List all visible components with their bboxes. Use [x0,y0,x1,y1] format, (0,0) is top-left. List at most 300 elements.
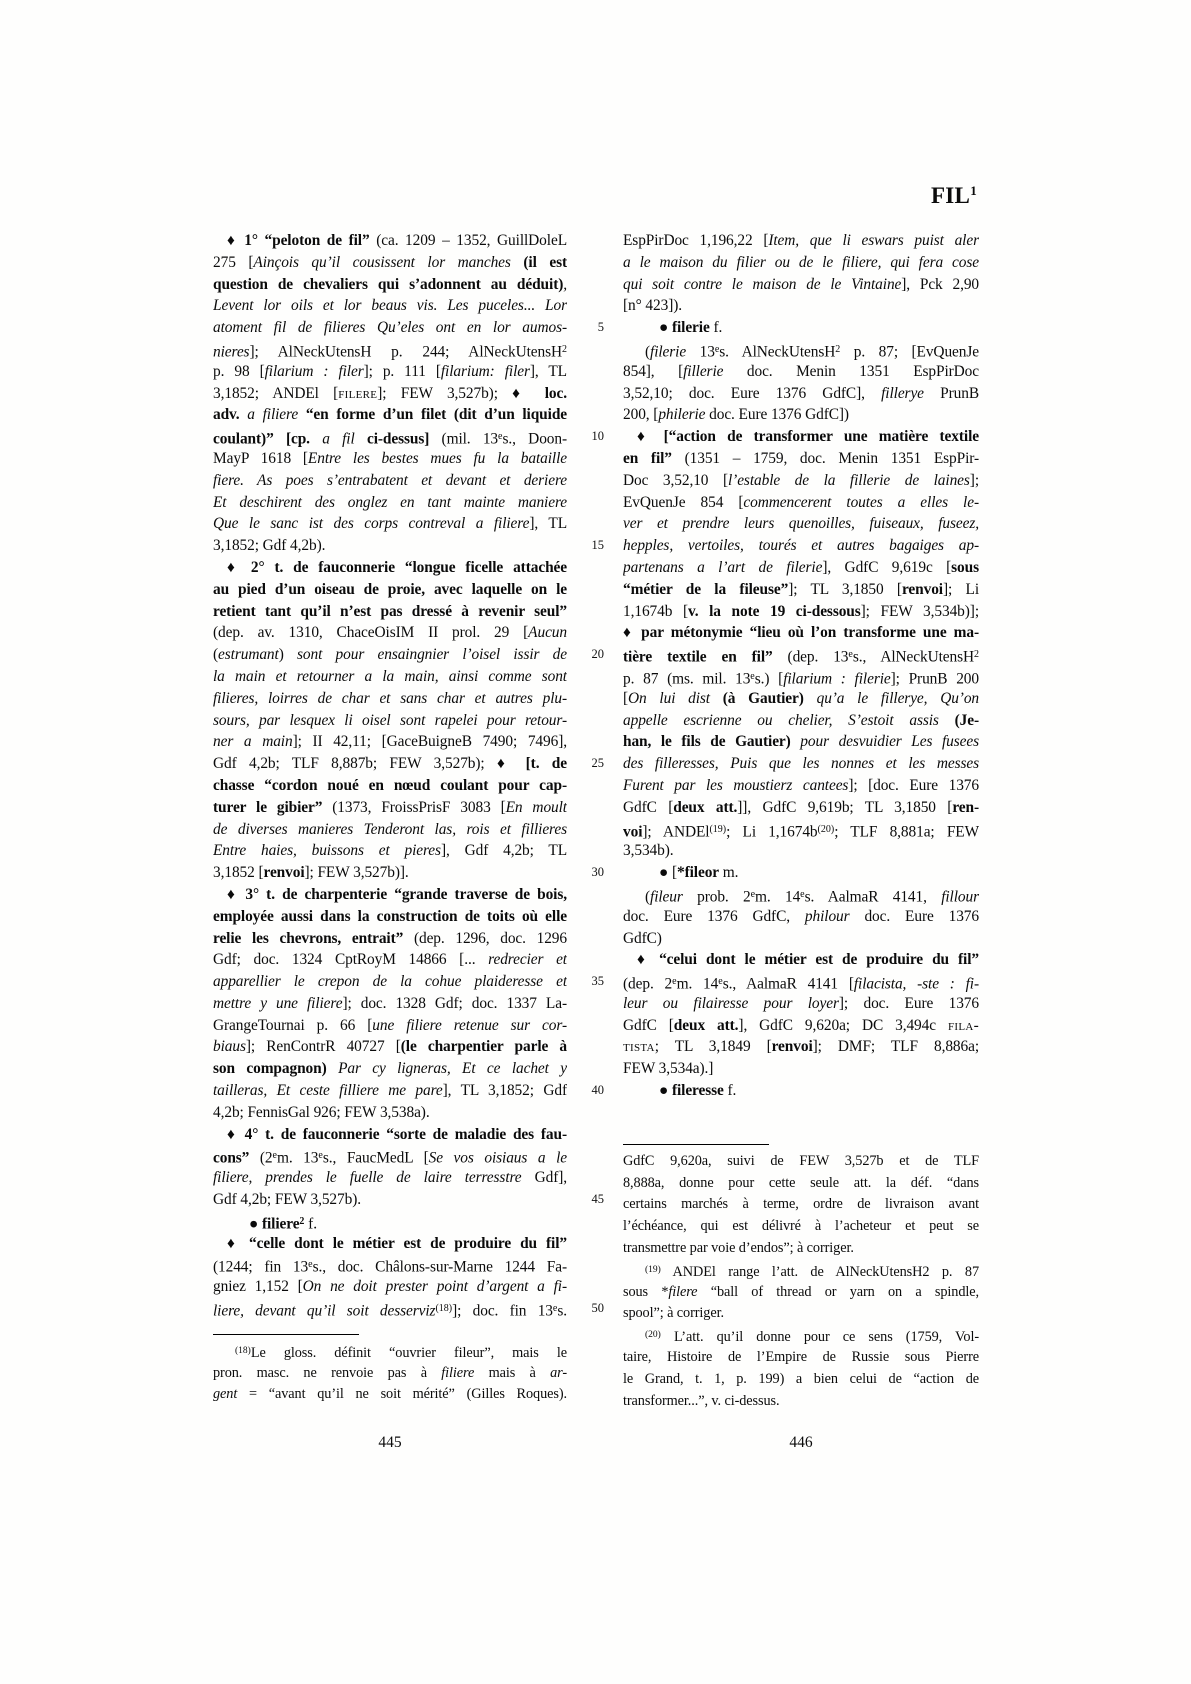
text-line [623,797,979,819]
text-run: qui soit contre le maison de le Vintaine [623,275,902,293]
text-line [623,1194,979,1216]
text-run: ● [659,1082,672,1100]
text-run: e [272,1150,277,1162]
text-line [623,1015,979,1037]
text-run: l’échéance, qui est délivré à l’acheteur et peut se [623,1218,979,1235]
text-run: estrumant [218,646,279,664]
text-run: m. 14 [755,888,801,906]
text-run: ver et prendre leurs quenoilles, fuiseaux, fuseez, [623,515,979,533]
text-run: gent [213,1386,238,1403]
text-run: filiere, prendes le fuelle de laire terresstre [213,1169,535,1187]
text-line [623,601,979,623]
text-run: GdfC) [623,929,662,947]
text-run: ], TL 3,1852; Gdf [442,1082,567,1100]
text-run: p. 98 [ [213,362,265,380]
text-run: fillerie [683,362,724,380]
text-line [213,448,567,470]
text-run: philour [804,907,850,925]
text-run: fileur [650,888,683,906]
text-line [213,1145,567,1167]
text-run: [n° 423]). [623,297,683,315]
text-run: commencerent toutes a elles le- [743,493,979,511]
text-run: e [714,343,720,355]
left-column [213,230,567,1406]
text-run: s. AlNeckUtensH [719,343,836,361]
text-run: (dep. 13 [787,648,849,666]
text-run: deux att. [673,1016,739,1034]
text-run: redrecier et [488,951,567,969]
text-run: a filiere [247,406,299,424]
text-run: ci-dessus] [354,430,442,448]
text-run: (il est [523,253,567,271]
text-run: ]; DMF; TLF 8,886a; [812,1038,979,1056]
text-line [213,731,567,753]
left-column-footnote [213,1341,567,1406]
text-line [623,644,979,666]
line-number: 45 [591,1192,604,1207]
text-run: 2 [974,649,979,661]
text-run: s. [557,1302,567,1320]
text-run: renvoi [263,864,305,882]
text-line [213,1167,567,1189]
text-line [623,731,979,753]
text-run: 3,1852; ANDEl [ [213,384,339,402]
text-run: 2 [299,1215,305,1227]
text-run: voi [623,823,643,841]
text-run: fillerye [881,384,924,402]
text-run: pour desvuidier Les fusees [800,733,979,751]
text-run: mettre y une filiere [213,994,343,1012]
text-line [213,404,567,426]
text-run: e [498,431,503,443]
text-run: s., doc. Châlons-sur-Marne 1244 Fa- [312,1258,567,1276]
text-run: ♦ “celle dont le métier est de produire du fil” [227,1234,567,1252]
text-run: Et deschirent des onglez en tant mainte maniere [213,493,567,511]
text-run: fillour [941,888,979,906]
text-run: (Je- [954,711,979,729]
text-run: f. [723,1082,737,1100]
text-run: 2 [835,343,841,355]
text-run: filacista, -ste : fi- [853,975,979,993]
text-run: ) [278,646,298,664]
text-run: Gdf 4,2b; FEW 3,527b). [213,1191,361,1209]
text-line [623,426,979,448]
text-line [623,513,979,535]
text-line [623,753,979,775]
text-run: chasse “cordon noué en nœud coulant pour cap- [213,776,567,794]
text-run: atoment fil de filieres Qu’eles ont en lor aumos- [213,319,567,337]
text-run: (mil. 13 [441,430,499,448]
text-line [623,688,979,710]
text-line [213,361,567,383]
text-run: ar- [550,1364,567,1381]
text-run: ]; doc. 1328 Gdf; doc. 1337 La- [342,994,567,1012]
text-run: ]; Li [942,580,979,598]
text-line [623,1151,979,1173]
text-run: Doc 3,52,10 [ [623,471,728,489]
text-run: On lui dist [628,689,723,707]
text-run: ], Pck 2,90 [901,275,979,293]
text-run: (ca. 1209 – 1352, GuillDoleL [376,232,567,249]
text-line [623,1325,979,1347]
text-run: ]; [969,471,979,489]
text-run: 3,52,10; doc. Eure 1376 GdfC], [623,384,882,402]
left-column-body [213,230,567,1320]
text-run: philerie [658,406,706,424]
text-run: Levent lor oils et lor beaus vis. Les puceles... Lor [213,297,567,315]
text-line [213,470,567,492]
text-run: ]; PrunB 200 [890,670,979,688]
lemma-text: FIL [930,183,971,208]
text-run: ♦ par métonymie “lieu où l’on transforme une ma- [623,624,979,642]
text-run: sours, par lesquex li oisel sont rapelei pour retour- [213,711,567,729]
text-run: (19) [709,823,727,835]
text-run: doc. Menin 1351 EspPirDoc [723,362,979,380]
line-number: 5 [597,320,604,335]
text-line [213,906,567,928]
text-run: 4,2b; FennisGal 926; FEW 3,538a). [213,1103,430,1121]
text-run: ● [659,319,672,337]
text-line [623,949,979,971]
text-run: e [552,1303,558,1315]
text-line [623,557,979,579]
text-line [213,710,567,732]
text-run: ]; doc. fin 13 [452,1302,553,1320]
text-run: GdfC [ [623,798,674,816]
text-run: ]; FEW 3,527b)]. [304,864,409,882]
text-line [213,644,567,666]
text-run: ]; doc. Eure 1376 [838,994,979,1012]
text-run: = “avant qu’il ne soit mérité” (Gilles Roques). [237,1386,567,1403]
text-run: taire, Histoire de l’Empire de Russie sous Pierre [623,1349,979,1366]
text-run: ; TL 3,1849 [ [654,1038,772,1056]
line-number: 30 [591,865,604,880]
text-run: ]; TL 3,1850 [ [788,580,902,598]
text-line [213,622,567,644]
text-line [213,557,567,579]
text-line [623,492,979,514]
text-run: e [750,888,756,900]
text-line [213,1124,567,1146]
text-run: ]; RenContrR 40727 [ [245,1038,401,1056]
text-line [623,404,979,426]
text-run: 3,534b). [623,842,674,860]
text-run: ♦ 2° t. de fauconnerie “longue ficelle attachée [227,558,567,576]
text-run: (19) [645,1264,661,1275]
text-line [213,797,567,819]
text-line [623,1347,979,1369]
text-line [213,295,567,317]
text-run: m. 13 [276,1149,319,1167]
text-run: s., FaucMedL [ [322,1149,429,1167]
text-line [213,753,567,775]
text-line [623,666,979,688]
text-run: *fileor [676,864,720,882]
text-run: Item, que li eswars puist aler [768,232,979,249]
text-line [623,1216,979,1238]
text-run: Se vos oisiaus a le [428,1149,567,1167]
text-run: 3,1852 [ [213,864,264,882]
text-run: tailleras, Et ceste filliere me pare [213,1082,443,1100]
text-line [213,1058,567,1080]
text-line [213,928,567,950]
text-line [623,339,979,361]
footnote-separator-right [623,1144,769,1145]
text-run: PrunB [923,384,979,402]
text-run: liere, devant qu’il soit desserviz [213,1302,436,1320]
text-run: e [800,888,805,900]
right-column-footnote [623,1151,979,1413]
text-run: spool”; à corriger. [623,1305,724,1322]
text-run: qu’a le fillerye, Qu’on [816,689,979,707]
text-run: Gdf], [534,1169,567,1187]
line-number: 50 [591,1301,604,1316]
text-line [213,492,567,514]
text-run: filerie [650,343,687,361]
page-number-left: 445 [378,1434,402,1451]
text-run: ANDEl range l’att. de AlNeckUtensH2 p. 87 [660,1263,979,1280]
text-line [623,928,979,950]
text-run: p. 87; [EvQuenJe [840,343,979,361]
line-number: 40 [591,1083,604,1098]
text-run: turer le gibier” [213,798,333,816]
text-line [213,230,567,252]
text-line [623,317,979,339]
text-run: m. 14 [676,975,719,993]
page-number-right: 446 [789,1434,813,1451]
text-run: ]; FEW 3,534b)]; [860,602,979,620]
text-run: han, le fils de Gautier) [623,733,801,751]
text-run: ( [645,343,651,361]
text-run: “ball of thread or yarn on a spindle, [697,1283,979,1300]
text-line [213,884,567,906]
text-line [213,688,567,710]
text-line [213,1189,567,1211]
text-line [213,1015,567,1037]
text-line [623,840,979,862]
text-line [623,884,979,906]
text-run: ]; ANDEl [642,823,710,841]
text-line [213,1341,567,1363]
text-run: prob. 2 [682,888,751,906]
text-run: doc. Eure 1376 GdfC]) [705,406,849,424]
text-run: ● [ [659,864,677,882]
text-run: ♦ 1° “peloton de fil” [227,232,377,249]
text-run: certains marchés à terme, ordre de livraison avant [623,1196,979,1213]
text-run: ♦ 4° t. de fauconnerie “sorte de maladie des fau- [227,1125,567,1143]
text-run: s., AlNeckUtensH [852,648,975,666]
text-run: appelle escrienne ou chelier, S’estoit assis [623,711,955,729]
text-run: l’estable de la fillerie de laines [728,471,970,489]
text-run: ♦ loc. [512,384,567,402]
text-run: en fil” [623,449,685,467]
text-run: ren- [952,798,979,816]
text-line [213,252,567,274]
text-line [623,1260,979,1282]
text-run: filieres, loirres de char et sans char et autres plu- [213,689,567,707]
text-run: filiere [441,1364,475,1381]
text-run: Entre haies, buissons et pieres [213,842,441,860]
text-run: EspPirDoc 1,196,22 [ [623,232,769,249]
text-run: ]; AlNeckUtensH p. 244; AlNeckUtensH [249,343,562,361]
text-run: ; TLF 8,881a; FEW [834,823,979,841]
text-line [623,1173,979,1195]
text-run: ; Li 1,1674b [726,823,818,841]
text-run: Aucun [528,624,567,642]
text-run: 8,888a, donne pour cette seule att. la déf. “dans [623,1174,979,1191]
text-line [623,295,979,317]
text-line [623,1058,979,1080]
text-line [213,339,567,361]
text-run: GrangeTournai p. 66 [ [213,1016,373,1034]
text-line [213,601,567,623]
text-run: ♦ 3° t. de charpenterie “grande traverse de bois, [227,885,567,903]
text-run: transmettre par voie d’endos”; à corriger. [623,1240,854,1257]
text-run: FEW 3,534a).] [623,1060,714,1078]
text-run: ], GdfC 9,619c [ [822,558,952,576]
right-column-body [623,230,979,1102]
text-run: Gdf; doc. 1324 CptRoyM 14866 [... [213,951,489,969]
lemma-superscript: 1 [970,183,977,198]
text-run: retient tant qu’il n’est pas dressé à revenir seul” [213,602,567,620]
text-line [213,666,567,688]
text-line [213,579,567,601]
text-run: pron. masc. ne renvoie pas à [213,1364,442,1381]
text-line [623,230,979,252]
text-line [623,906,979,928]
text-run: a fil [322,430,355,448]
text-run: sous [951,558,979,576]
text-line [623,971,979,993]
text-run: mais à [474,1364,551,1381]
text-line [623,819,979,841]
text-line [213,819,567,841]
text-run: (20) [645,1330,661,1341]
text-line [623,1391,979,1413]
text-run: son compagnon) [213,1060,339,1078]
text-run: fileresse [671,1082,724,1100]
text-run: MayP 1618 [ [213,449,308,467]
text-run: a le maison du filier ou de le filiere, qui fera cose [623,253,979,271]
text-line [213,1384,567,1406]
footnote-separator-left [213,1334,359,1335]
text-line [213,317,567,339]
line-number: 15 [591,538,604,553]
text-run: adv. [213,406,248,424]
text-run: f. [304,1215,317,1233]
text-run: (1373, FroissPrisF 3083 [ [332,798,506,816]
text-run: e [318,1150,323,1162]
text-run: fila- [947,1016,979,1034]
text-run: nieres [213,343,250,361]
text-run: GdfC [ [623,1016,674,1034]
text-run: 2 [562,343,567,355]
text-run: au pied d’un oiseau de proie, avec laquelle on le [213,580,567,598]
text-run: On ne doit prester point d’argent a fi- [302,1278,567,1296]
text-run: Par cy ligneras, Et ce lachet y [338,1060,567,1078]
text-run: e [308,1259,313,1271]
text-line [213,1211,567,1233]
text-run: (dep. 2 [623,975,673,993]
text-run: (le charpentier parle à [400,1038,567,1056]
text-run: v. la note 19 ci-dessous [687,602,861,620]
text-run: fiere. As poes s’entrabatent et devant et deriere [213,471,567,489]
text-run: Furent par les moustierz cantees [623,776,849,794]
line-number: 20 [591,647,604,662]
text-run: gniez 1,152 [ [213,1278,303,1296]
text-run: ], TL [529,362,567,380]
text-run: 13 [686,343,715,361]
text-run: filarium: filer [440,362,530,380]
text-run: , [563,275,567,293]
text-line [623,361,979,383]
text-run: (18) [235,1345,251,1356]
text-line [213,1276,567,1298]
text-run: le Grand, t. 1, p. 199) a bien celui de “action de [623,1370,979,1387]
text-line [623,1282,979,1304]
text-run: ( [645,888,651,906]
text-run: Le gloss. définit “ouvrier fileur”, mais le [250,1344,567,1361]
text-line [623,710,979,732]
text-line [213,1363,567,1385]
text-run: des filleresses, Puis que les nonnes et les messes [623,755,979,773]
text-run: coulant)” [cp. [213,430,323,448]
text-line [623,1036,979,1058]
text-run: 275 [ [213,253,254,271]
text-run: p. 87 (ms. mil. 13 [623,670,751,688]
text-run: ], GdfC 9,620a; DC 3,494c [738,1016,948,1034]
text-line [623,274,979,296]
text-run: leur ou filairesse pour loyer [623,994,839,1012]
text-run: ♦ [“action de transformer une matière textile [637,428,979,446]
text-line [623,622,979,644]
text-line [623,448,979,470]
text-run: filere [338,384,378,402]
text-run: filarium : filer [264,362,364,380]
text-run: s., AalmaR 4141 [ [722,975,854,993]
text-run: (2 [259,1149,273,1167]
text-run: Que le sanc ist des corps contreval a filiere [213,515,530,533]
text-run: une filiere retenue sur cor- [372,1016,567,1034]
text-run: “métier de la fileuse” [623,580,789,598]
text-run: 1,1674b [ [623,602,688,620]
text-line [213,535,567,557]
text-line [213,1102,567,1124]
text-run: e [672,976,677,988]
text-run: filarium : filerie [783,670,891,688]
text-run: L’att. qu’il donne pour ce sens (1759, Vol- [660,1329,979,1346]
text-line [213,1298,567,1320]
text-run: (18) [435,1303,453,1315]
text-run: (à Gautier) [722,689,817,707]
text-run: cons” [213,1149,260,1167]
text-run: ]], GdfC 9,619b; TL 3,1850 [ [737,798,953,816]
text-run: (1351 – 1759, doc. Menin 1351 EspPir- [684,449,979,467]
text-run: GdfC 9,620a, suivi de FEW 3,527b et de TLF [623,1152,979,1169]
text-run: sous * [623,1283,669,1300]
text-run: employée aussi dans la construction de toits où elle [213,907,567,925]
text-line [623,862,979,884]
text-line [213,1254,567,1276]
text-run: filere [668,1283,698,1300]
text-line [213,993,567,1015]
text-line [213,840,567,862]
text-run: apparellier le crepon de la cohue plaideresse et [213,973,567,991]
text-line [213,1036,567,1058]
text-run: Entre les bestes mues fu la bataille [307,449,567,467]
text-run: ], Gdf 4,2b; TL [440,842,567,860]
text-run: EvQuenJe 854 [ [623,493,744,511]
